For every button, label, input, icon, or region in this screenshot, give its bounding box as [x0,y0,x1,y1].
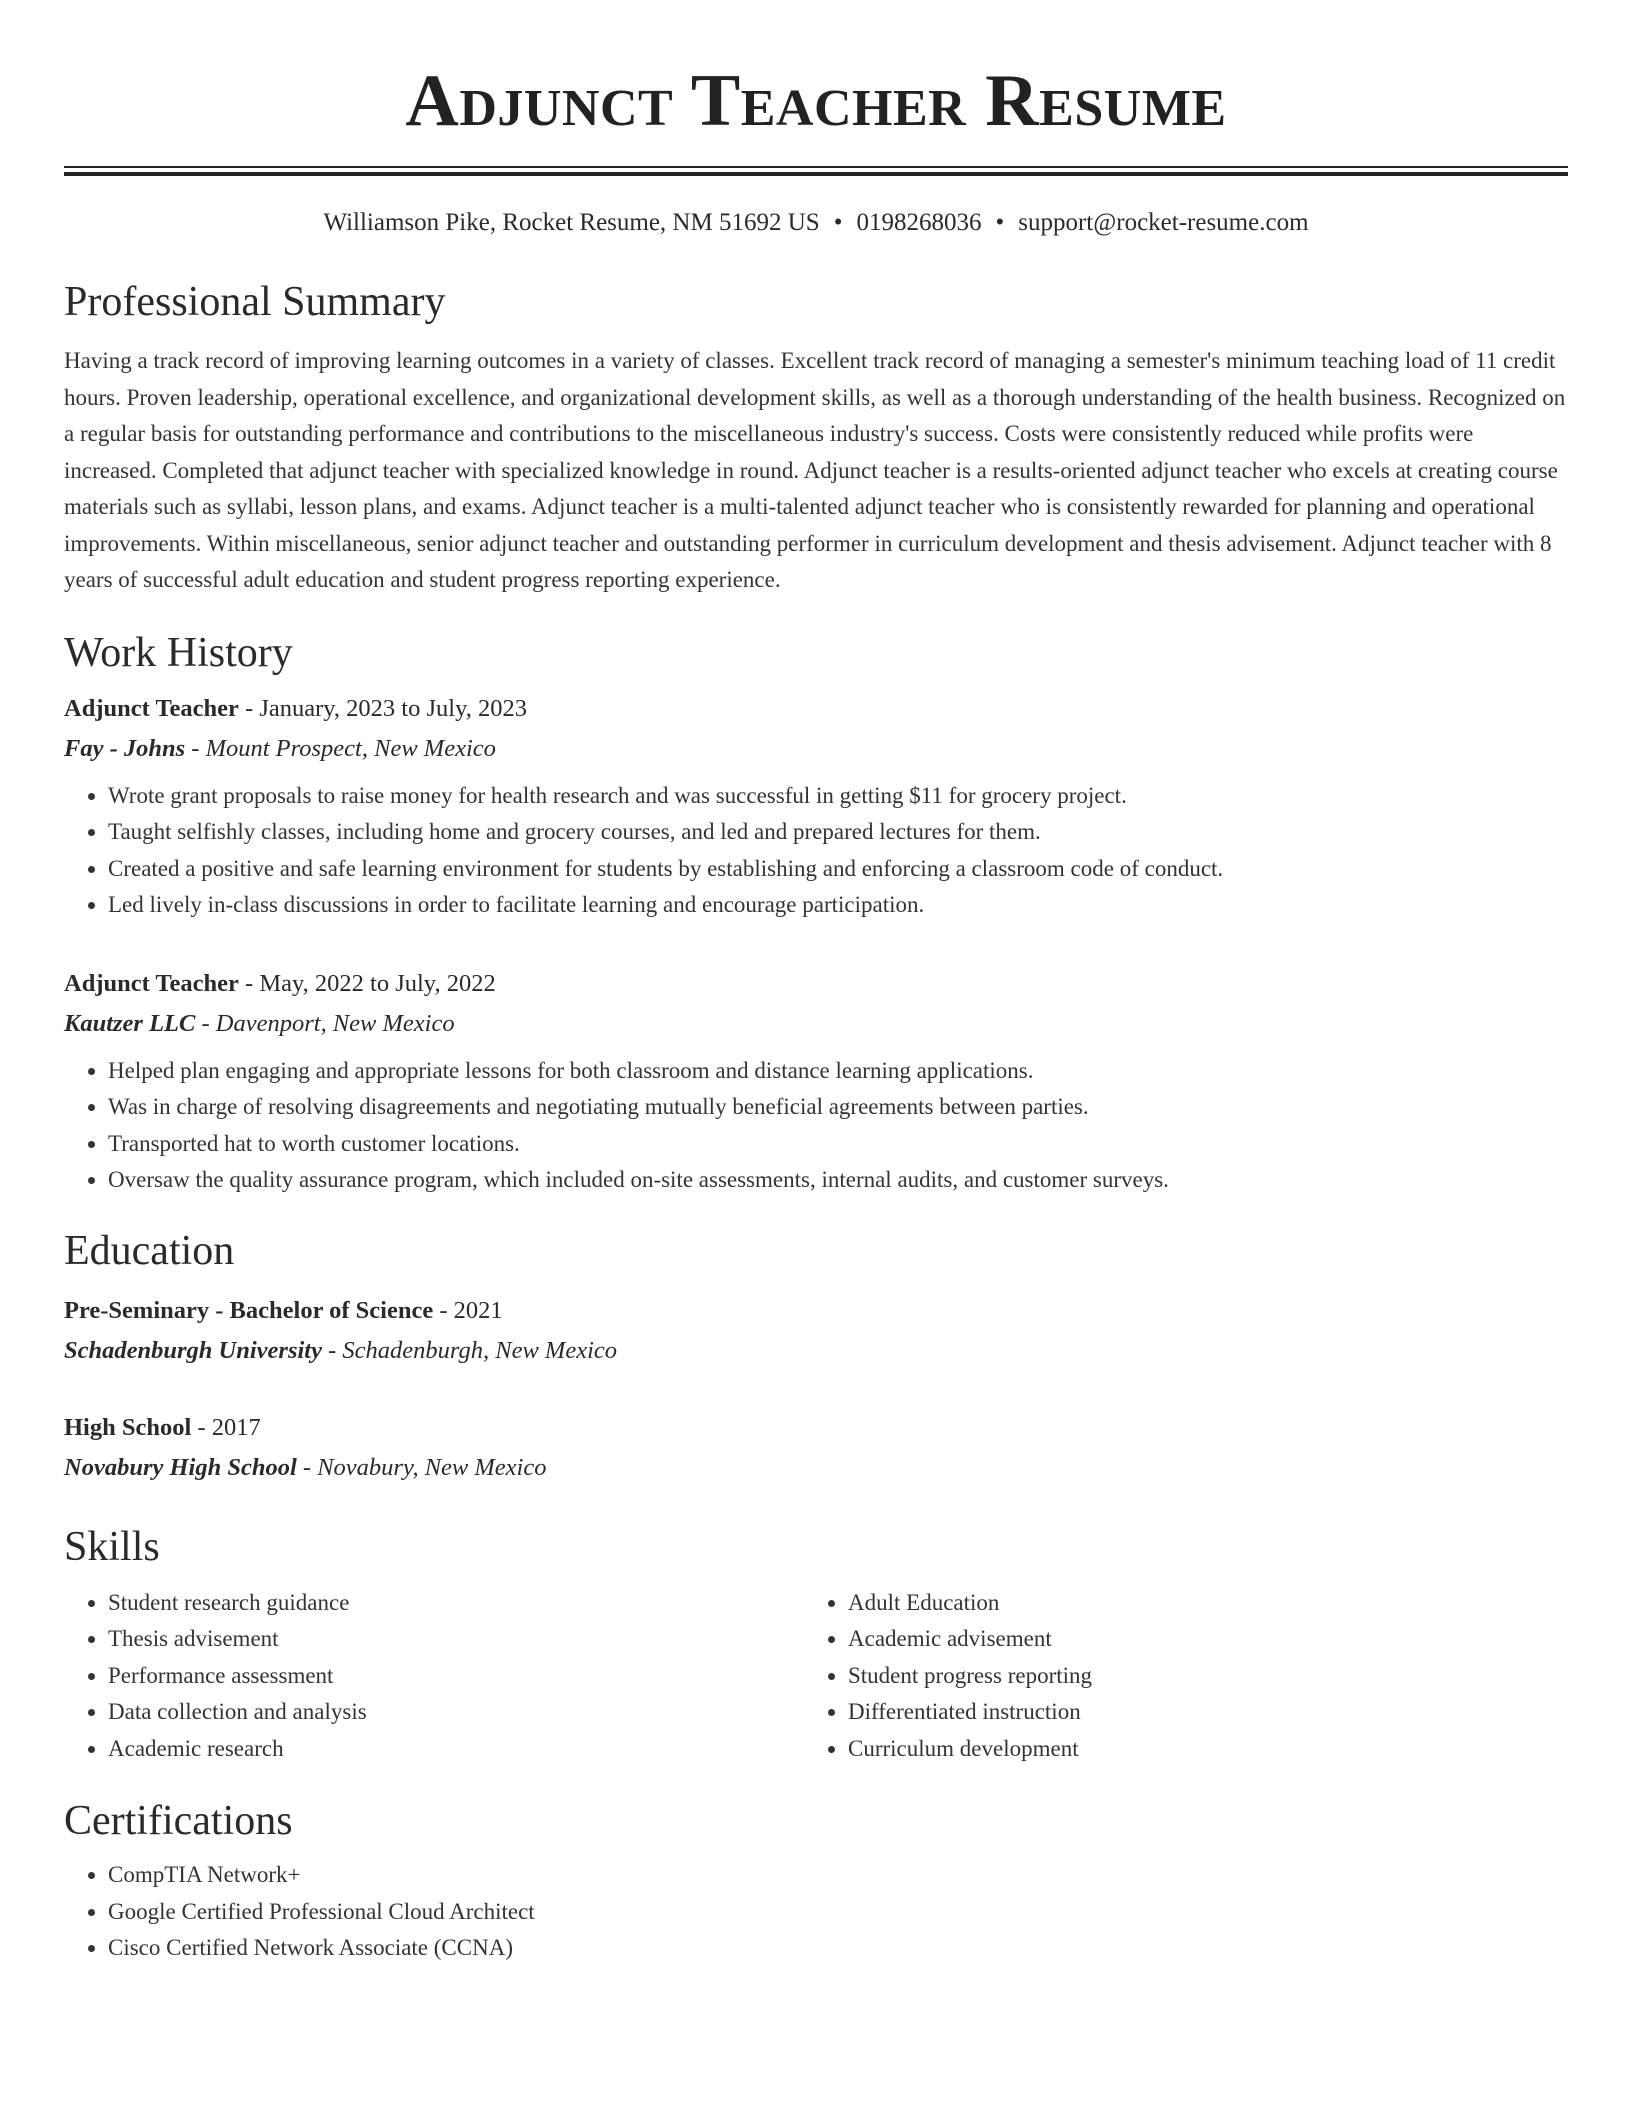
job-company: Fay - Johns [64,734,186,762]
job-location: - Mount Prospect, New Mexico [185,734,496,762]
job-company-line [64,729,1568,768]
job-duty: • Transported hat to worth customer locations. [108,1126,1568,1163]
job-company-line [64,1004,1568,1043]
title-double-rule [64,166,1568,176]
contact-email[interactable]: support@rocket-resume.com [1018,209,1309,236]
skills-heading: Skills [64,1523,160,1570]
job-duty: • Oversaw the quality assurance program, which included on-site assessments, internal audits, and customer surveys. [108,1162,1568,1199]
contact-address: Williamson Pike, Rocket Resume, NM 51692 US [323,209,820,236]
contact-separator: • [995,209,1005,236]
job-title: Adjunct Teacher [64,969,239,997]
skill-item: • Curriculum development [848,1731,1544,1768]
school-line [64,1448,1568,1487]
job-duty: • Wrote grant proposals to raise money for health research and was successful in getting $11 for grocery project. [108,778,1568,815]
skills-list-left [64,1585,804,1768]
job-company: Kautzer LLC [64,1009,196,1037]
certification-item: • Google Certified Professional Cloud Architect [108,1894,1568,1931]
job-title-line [64,689,1568,729]
school-location: - Schadenburgh, New Mexico [321,1336,618,1364]
job-title: Adjunct Teacher [64,694,239,722]
job-duty: • Taught selfishly classes, including home and grocery courses, and led and prepared lectures for them. [108,814,1568,851]
graduation-year: - 2017 [191,1413,261,1441]
graduation-year: - 2021 [433,1296,503,1324]
degree: Pre-Seminary - Bachelor of Science [64,1296,434,1324]
school-line [64,1331,1568,1370]
skill-item: • Thesis advisement [108,1621,804,1658]
skill-item: • Differentiated instruction [848,1694,1544,1731]
summary-heading: Professional Summary [64,279,446,325]
school-name: Schadenburgh University [64,1336,322,1364]
education-entry [64,1291,1568,1370]
resume-title: Adjunct Teacher Resume [405,60,1227,142]
certifications-list [64,1857,1568,1967]
skills-columns [64,1585,1568,1768]
skill-item: • Performance assessment [108,1658,804,1695]
education-heading: Education [64,1227,235,1274]
job-entry [64,964,1568,1199]
job-duty: • Was in charge of resolving disagreements and negotiating mutually beneficial agreements between parties. [108,1089,1568,1126]
education-entry [64,1408,1568,1487]
contact-phone: 0198268036 [856,209,982,236]
skill-item: • Student research guidance [108,1585,804,1622]
certification-item: • Cisco Certified Network Associate (CCNA) [108,1930,1568,1967]
job-title-line [64,964,1568,1004]
skill-item: • Academic research [108,1731,804,1768]
job-location: - Davenport, New Mexico [195,1009,455,1037]
skill-item: • Student progress reporting [848,1658,1544,1695]
job-duty: • Led lively in-class discussions in order to facilitate learning and encourage participation. [108,887,1568,924]
skill-item: • Data collection and analysis [108,1694,804,1731]
job-duties-list [64,1053,1568,1199]
skills-list-right [804,1585,1544,1768]
job-dates: - May, 2022 to July, 2022 [238,969,496,997]
degree-line [64,1291,1568,1331]
degree: High School [64,1413,192,1441]
contact-separator: • [833,209,843,236]
job-duties-list [64,778,1568,924]
summary-text: Having a track record of improving learning outcomes in a variety of classes. Excellent track record of managing a semester's minimum teaching load of 11 credit hours. Proven leadership, operational excellence, and organizational development skills, as well as a thorough understanding of the health business. Recognized on a regular basis for outstanding performance and contributions to the miscellaneous industry's success. Costs were consistently reduced while profits were increased. Completed that adjunct teacher with specialized knowledge in round. Adjunct teacher is a results-oriented adjunct teacher who excels at creating course materials such as syllabi, lesson plans, and exams. Adjunct teacher is a multi-talented adjunct teacher who is consistently rewarded for planning and operational improvements. Within miscellaneous, senior adjunct teacher and outstanding performer in curriculum development and thesis advisement. Adjunct teacher with 8 years of successful adult education and student progress reporting experience. [64,348,1566,592]
skill-item: • Academic advisement [848,1621,1544,1658]
skill-item: • Adult Education [848,1585,1544,1622]
job-duty: • Created a positive and safe learning environment for students by establishing and enforcing a classroom code of conduct. [108,851,1568,888]
job-duty: • Helped plan engaging and appropriate lessons for both classroom and distance learning applications. [108,1053,1568,1090]
degree-line [64,1408,1568,1448]
school-name: Novabury High School [64,1453,297,1481]
contact-line [64,206,1568,240]
job-dates: - January, 2023 to July, 2023 [238,694,527,722]
work-history-heading: Work History [64,629,293,676]
certifications-heading: Certifications [64,1798,293,1844]
certification-item: • CompTIA Network+ [108,1857,1568,1894]
school-location: - Novabury, New Mexico [296,1453,547,1481]
job-entry [64,689,1568,924]
